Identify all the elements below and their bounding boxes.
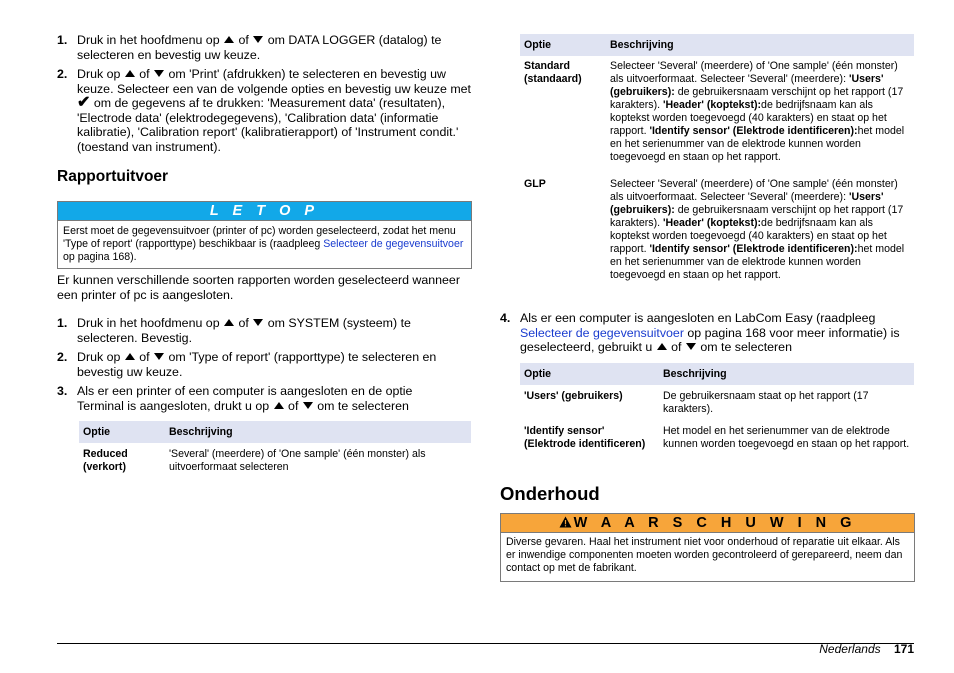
option-cell: GLP <box>524 178 546 190</box>
step-number: 2. <box>57 350 68 364</box>
description-cell: Selecteer 'Several' (meerdere) of 'One sample' (één monster) als uitvoerformaat. Selecteer 'Several' (meerdere): 'Users' (gebruikers): de gebruikersnaam verschijnt op het rapport (17 karakters). 'Header' (koptekst):de bedrijfsnaam kan als koptekst worden toegevoegd (40 karakters) en staat op het rapport. 'Identify sensor' (Elektrode identificeren):het model en het serienummer van de elektrode kunnen worden toegevoegd en staan op het rapport. <box>610 60 905 163</box>
table-row <box>520 173 914 282</box>
table-row <box>520 56 914 173</box>
step-number: 1. <box>57 33 68 47</box>
up-arrow-icon <box>657 343 667 350</box>
down-arrow-icon <box>253 319 263 326</box>
warning-text: Diverse gevaren. Haal het instrument niet voor onderhoud of reparatie uit elkaar. Als er inwendige componenten moeten worden gecontroleerd of gerepareerd, neem dan contact op met de fabrikant. <box>506 536 903 574</box>
footer <box>819 643 914 656</box>
step-number: 1. <box>57 316 68 330</box>
report-type-table <box>520 34 914 282</box>
up-arrow-icon <box>125 70 135 77</box>
footer-language: Nederlands <box>819 642 881 656</box>
link-selecteer-gegevensuitvoer[interactable]: Selecteer de gegevensuitvoer <box>520 325 684 340</box>
note-text: Eerst moet de gegevensuitvoer (printer of pc) worden geselecteerd, zodat het menu 'Type of report' (rapporttype) beschikbaar is (raadpleeg Selecteer de gegevensuitvoer op pagina 168). <box>63 225 464 263</box>
table-header-option: Optie <box>79 421 165 443</box>
page-number: 171 <box>893 642 914 656</box>
up-arrow-icon <box>224 36 234 43</box>
down-arrow-icon <box>686 343 696 350</box>
up-arrow-icon <box>125 353 135 360</box>
option-cell: Standard (standaard) <box>524 60 582 85</box>
down-arrow-icon <box>253 36 263 43</box>
option-cell: 'Identify sensor' (Elektrode identificeren) <box>524 425 646 450</box>
table-header-option: Optie <box>520 363 659 385</box>
warning-title: W A A R S C H U W I N G <box>573 515 857 531</box>
step-number: 4. <box>500 311 511 325</box>
warning-triangle-icon <box>559 515 572 533</box>
note-title: L E T O P <box>58 202 471 221</box>
description-cell: Selecteer 'Several' (meerdere) of 'One sample' (één monster) als uitvoerformaat. Selecteer 'Several' (meerdere): 'Users' (gebruikers): de gebruikersnaam verschijnt op het rapport (17 karakters). 'Header' (koptekst):de bedrijfsnaam kan als koptekst worden toegevoegd (40 karakters) en staat op het rapport. 'Identify sensor' (Elektrode identificeren):het model en het serienummer van de elektrode kunnen worden toegevoegd en staan op het rapport. <box>610 178 905 281</box>
warning-box <box>500 513 915 582</box>
table-header-option: Optie <box>520 34 606 56</box>
check-icon: ✔ <box>77 94 91 112</box>
table-row <box>520 425 914 451</box>
down-arrow-icon <box>154 70 164 77</box>
paragraph: Er kunnen verschillende soorten rapporten worden geselecteerd wanneer een printer of pc is aangesloten. <box>57 273 460 302</box>
section-title-onderhoud: Onderhoud <box>500 483 600 504</box>
table-header-description: Beschrijving <box>165 421 471 443</box>
section-title-rapportuitvoer: Rapportuitvoer <box>57 168 169 185</box>
up-arrow-icon <box>274 402 284 409</box>
down-arrow-icon <box>154 353 164 360</box>
table-row <box>79 443 471 474</box>
report-options-table <box>79 421 471 474</box>
option-cell: Reduced (verkort) <box>83 448 128 473</box>
step-number: 3. <box>57 384 68 398</box>
footer-divider <box>57 643 914 644</box>
step-number: 2. <box>57 67 68 81</box>
table-header-description: Beschrijving <box>606 34 914 56</box>
down-arrow-icon <box>303 402 313 409</box>
description-cell: 'Several' (meerdere) of 'One sample' (één monster) als uitvoerformaat selecteren <box>169 448 426 473</box>
up-arrow-icon <box>224 319 234 326</box>
description-cell: De gebruikersnaam staat op het rapport (17 karakters). <box>663 390 869 415</box>
description-cell: Het model en het serienummer van de elektrode kunnen worden toegevoegd en staan op het rapport. <box>663 425 910 450</box>
warning-header <box>501 514 914 533</box>
table-row <box>520 385 914 425</box>
table-header-description: Beschrijving <box>659 363 914 385</box>
labcom-options-table <box>520 363 914 451</box>
note-box <box>57 201 472 269</box>
link-selecteer-gegevensuitvoer[interactable]: Selecteer de gegevensuitvoer <box>323 238 464 250</box>
option-cell: 'Users' (gebruikers) <box>524 390 623 402</box>
